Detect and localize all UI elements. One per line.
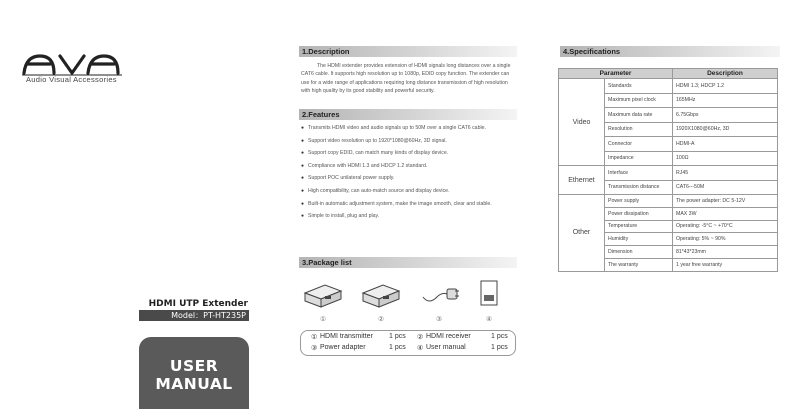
logo-tagline: Audio Visual Accessories (26, 75, 117, 84)
spec-param: Resolution (605, 122, 673, 137)
spec-header-row (559, 69, 778, 79)
spec-value: RJ45 (673, 166, 778, 181)
features-heading: 2.Features (299, 109, 517, 120)
package-qty-2: 1 pcs (491, 333, 508, 340)
spec-value: Operating: -5°C ~ +70°C (673, 220, 778, 233)
package-num-3: ③ (311, 345, 318, 352)
bullet-icon: ● (301, 125, 305, 131)
manual-title-line2: MANUAL (155, 375, 233, 393)
features-list (301, 125, 521, 226)
spec-value: 1920X1080@60Hz, 3D (673, 122, 778, 137)
bullet-icon: ● (301, 150, 305, 157)
spec-param: Maximum pixel clock (605, 93, 673, 108)
user-manual-icon (467, 275, 511, 311)
specifications-table (558, 68, 778, 272)
package-num-4: ④ (417, 345, 424, 352)
manual-title-line1: USER (169, 357, 219, 375)
user-manual-block (139, 337, 249, 409)
package-number: ④ (486, 316, 492, 323)
spec-group-other: Other (559, 195, 605, 272)
spec-param: Standards (605, 79, 673, 94)
spec-group-ethernet: Ethernet (559, 166, 605, 195)
spec-param: Impedance (605, 151, 673, 166)
feature-item: ● Built-in automatic adjustment system, make the image smooth, clear and stable. (301, 201, 521, 214)
bullet-icon: ● (301, 187, 305, 194)
spec-row (559, 166, 778, 181)
ava-logo-mark (22, 46, 122, 76)
feature-item: ● Support video resolution up to 1920*1080@60Hz, 3D signal. (301, 138, 521, 151)
spec-value: The power adapter: DC 5-12V (673, 195, 778, 208)
spec-value: HDMI-A (673, 137, 778, 152)
package-item-3 (417, 275, 461, 323)
package-name-2: HDMI receiver (426, 333, 471, 340)
spec-param: Humidity (605, 233, 673, 246)
description-header: Description (673, 69, 778, 79)
feature-item: ● Support copy EDID, can match many kinds of display device. (301, 150, 521, 163)
power-adapter-icon (417, 275, 461, 311)
spec-param: Power dissipation (605, 207, 673, 220)
spec-value: 165MHz (673, 93, 778, 108)
spec-param: Transmission distance (605, 180, 673, 195)
feature-item: ● High compatibility, can auto-match source and display device. (301, 188, 521, 201)
feature-item: ● Simple to install, plug and play. (301, 213, 521, 226)
spec-value: HDMI 1.3; HDCP 1.2 (673, 79, 778, 94)
spec-param: Maximum data rate (605, 108, 673, 123)
parameter-header: Parameter (559, 69, 673, 79)
spec-group-video: Video (559, 79, 605, 166)
bullet-icon: ● (301, 213, 305, 220)
bullet-icon: ● (301, 175, 305, 182)
spec-value: CAT6---50M (673, 180, 778, 195)
spec-value: 1 year free warranty (673, 258, 778, 271)
package-qty-1: 1 pcs (389, 333, 406, 340)
package-illustrations (299, 275, 511, 323)
package-num-1: ① (311, 334, 318, 341)
spec-param: Temperature (605, 220, 673, 233)
spec-param: Connector (605, 137, 673, 152)
package-number: ③ (436, 316, 442, 323)
package-list-box (300, 330, 516, 356)
hdmi-transmitter-icon (301, 275, 345, 311)
bullet-icon: ● (301, 200, 305, 207)
feature-item: ● Compliance with HDMI 1.3 and HDCP 1.2 standard. (301, 163, 521, 176)
description-text: The HDMI extender provides extension of HDMI signals long distances over a single CAT6 cable. It supports high resolution up to 1080p, EDID copy function. The extender can use for a wide range of applications requiring long distance transmission of high resolution with high quality by its good stability and powerful security. (301, 63, 511, 95)
package-qty-3: 1 pcs (389, 344, 406, 351)
spec-param: Interface (605, 166, 673, 181)
spec-row (559, 195, 778, 208)
feature-item: ● Support POC unilateral power supply. (301, 175, 521, 188)
spec-value: Operating: 5% ~ 90% (673, 233, 778, 246)
ava-logo (22, 46, 122, 86)
package-item-1 (301, 275, 345, 323)
package-num-2: ② (417, 334, 424, 341)
package-name-4: User manual (426, 344, 466, 351)
spec-value: 81*43*23mm (673, 246, 778, 259)
spec-value: MAX 3W (673, 207, 778, 220)
feature-item: ● Transmits HDMI video and audio signals up to 50M over a single CAT6 cable. (301, 125, 521, 138)
description-heading: 1.Description (299, 46, 517, 57)
spec-value: 100Ω (673, 151, 778, 166)
hdmi-receiver-icon (359, 275, 403, 311)
bullet-icon: ● (301, 137, 305, 144)
product-title: HDMI UTP Extender (148, 299, 248, 309)
specifications-heading: 4.Specifications (560, 46, 780, 57)
package-qty-4: 1 pcs (491, 344, 508, 351)
package-number: ② (378, 316, 384, 323)
package-name-3: Power adapter (320, 344, 366, 351)
package-item-2 (359, 275, 403, 323)
spec-param: Power supply (605, 195, 673, 208)
package-name-1: HDMI transmitter (320, 333, 373, 340)
spec-param: Dimension (605, 246, 673, 259)
spec-value: 6.75Gbps (673, 108, 778, 123)
package-number: ① (320, 316, 326, 323)
package-item-4 (467, 275, 511, 323)
package-heading: 3.Package list (299, 257, 517, 268)
spec-row (559, 79, 778, 94)
spec-param: The warranty (605, 258, 673, 271)
model-number: Model：PT-HT235P (139, 310, 249, 321)
bullet-icon: ● (301, 162, 305, 169)
